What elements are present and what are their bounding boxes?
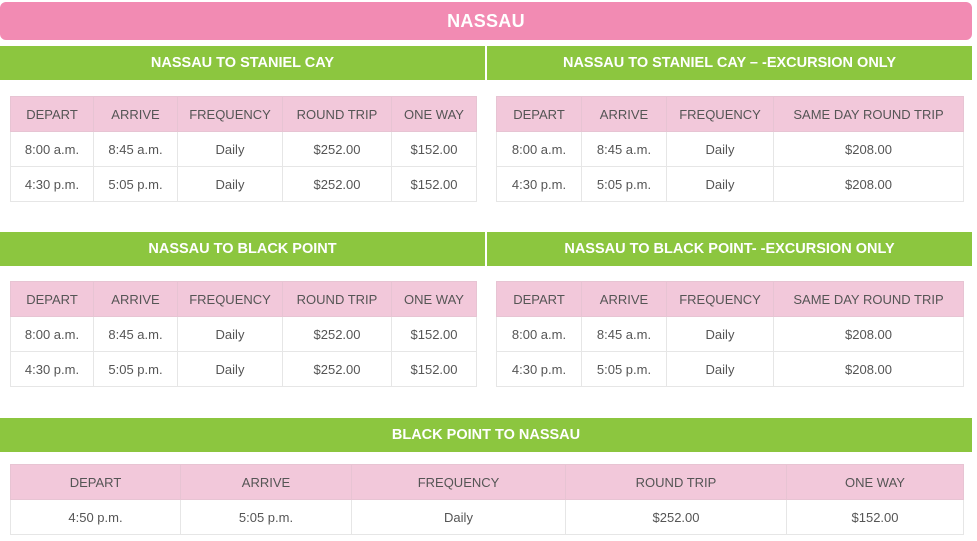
table-cell: 4:30 p.m. bbox=[11, 352, 94, 387]
table-cell: 4:30 p.m. bbox=[497, 167, 582, 202]
table-cell: 4:30 p.m. bbox=[11, 167, 94, 202]
table-header-row bbox=[497, 97, 964, 132]
table-header-row bbox=[11, 465, 964, 500]
table-cell: $208.00 bbox=[774, 167, 964, 202]
column-header: DEPART bbox=[497, 97, 582, 132]
table-row bbox=[11, 132, 477, 167]
table-cell: $152.00 bbox=[392, 167, 477, 202]
table-cell: $152.00 bbox=[392, 352, 477, 387]
table-cell: 4:30 p.m. bbox=[497, 352, 582, 387]
schedule-table-black-point-to-nassau bbox=[10, 464, 964, 535]
table-row bbox=[11, 317, 477, 352]
table-cell: $152.00 bbox=[392, 132, 477, 167]
column-header: ARRIVE bbox=[94, 97, 178, 132]
table-cell: Daily bbox=[667, 167, 774, 202]
schedule-table-nassau-to-staniel-cay-excursion bbox=[496, 96, 964, 202]
column-header: FREQUENCY bbox=[178, 97, 283, 132]
table-header-row bbox=[497, 282, 964, 317]
table-cell: $252.00 bbox=[283, 167, 392, 202]
table-cell: $252.00 bbox=[566, 500, 787, 535]
table-row bbox=[11, 352, 477, 387]
table-cell: Daily bbox=[178, 167, 283, 202]
column-header: SAME DAY ROUND TRIP bbox=[774, 97, 964, 132]
table-cell: 8:45 a.m. bbox=[582, 317, 667, 352]
column-header: ARRIVE bbox=[94, 282, 178, 317]
table-row bbox=[497, 132, 964, 167]
column-header: FREQUENCY bbox=[352, 465, 566, 500]
section-header-nassau-to-black-point-excursion: NASSAU TO BLACK POINT- -EXCURSION ONLY bbox=[487, 232, 972, 266]
table-cell: $208.00 bbox=[774, 352, 964, 387]
table-cell: Daily bbox=[667, 352, 774, 387]
column-header: ARRIVE bbox=[582, 97, 667, 132]
table-cell: Daily bbox=[178, 317, 283, 352]
table-cell: $152.00 bbox=[392, 317, 477, 352]
table-cell: 5:05 p.m. bbox=[94, 167, 178, 202]
page-title: NASSAU bbox=[0, 2, 972, 40]
table-cell: 8:45 a.m. bbox=[94, 132, 178, 167]
column-header: ARRIVE bbox=[582, 282, 667, 317]
column-header: ROUND TRIP bbox=[283, 282, 392, 317]
table-cell: $252.00 bbox=[283, 132, 392, 167]
table-row bbox=[497, 317, 964, 352]
table-cell: $152.00 bbox=[787, 500, 964, 535]
table-cell: 4:50 p.m. bbox=[11, 500, 181, 535]
column-header: DEPART bbox=[11, 465, 181, 500]
table-cell: 5:05 p.m. bbox=[94, 352, 178, 387]
section-header-nassau-to-staniel-cay: NASSAU TO STANIEL CAY bbox=[0, 46, 485, 80]
table-cell: 8:00 a.m. bbox=[11, 317, 94, 352]
table-cell: 5:05 p.m. bbox=[582, 352, 667, 387]
column-header: SAME DAY ROUND TRIP bbox=[774, 282, 964, 317]
table-row bbox=[497, 167, 964, 202]
table-row bbox=[11, 500, 964, 535]
table-cell: 8:00 a.m. bbox=[11, 132, 94, 167]
section-header-nassau-to-black-point: NASSAU TO BLACK POINT bbox=[0, 232, 485, 266]
column-header: FREQUENCY bbox=[178, 282, 283, 317]
column-header: ROUND TRIP bbox=[566, 465, 787, 500]
table-cell: $208.00 bbox=[774, 132, 964, 167]
section-header-black-point-to-nassau: BLACK POINT TO NASSAU bbox=[0, 418, 972, 452]
table-cell: 8:45 a.m. bbox=[582, 132, 667, 167]
schedule-table-nassau-to-black-point-excursion bbox=[496, 281, 964, 387]
column-header: FREQUENCY bbox=[667, 282, 774, 317]
table-row bbox=[11, 167, 477, 202]
table-cell: 5:05 p.m. bbox=[181, 500, 352, 535]
column-header: DEPART bbox=[11, 97, 94, 132]
table-cell: Daily bbox=[178, 132, 283, 167]
table-cell: 8:00 a.m. bbox=[497, 132, 582, 167]
table-cell: $252.00 bbox=[283, 352, 392, 387]
schedule-table-nassau-to-staniel-cay bbox=[10, 96, 477, 202]
table-cell: Daily bbox=[178, 352, 283, 387]
table-header-row bbox=[11, 282, 477, 317]
table-cell: 8:45 a.m. bbox=[94, 317, 178, 352]
table-header-row bbox=[11, 97, 477, 132]
table-cell: 5:05 p.m. bbox=[582, 167, 667, 202]
table-row bbox=[497, 352, 964, 387]
table-cell: Daily bbox=[667, 317, 774, 352]
column-header: ARRIVE bbox=[181, 465, 352, 500]
table-cell: 8:00 a.m. bbox=[497, 317, 582, 352]
table-cell: $208.00 bbox=[774, 317, 964, 352]
schedule-table-nassau-to-black-point bbox=[10, 281, 477, 387]
column-header: DEPART bbox=[497, 282, 582, 317]
column-header: DEPART bbox=[11, 282, 94, 317]
column-header: FREQUENCY bbox=[667, 97, 774, 132]
column-header: ONE WAY bbox=[787, 465, 964, 500]
table-cell: Daily bbox=[352, 500, 566, 535]
section-header-nassau-to-staniel-cay-excursion: NASSAU TO STANIEL CAY – -EXCURSION ONLY bbox=[487, 46, 972, 80]
column-header: ROUND TRIP bbox=[283, 97, 392, 132]
table-cell: $252.00 bbox=[283, 317, 392, 352]
column-header: ONE WAY bbox=[392, 97, 477, 132]
column-header: ONE WAY bbox=[392, 282, 477, 317]
table-cell: Daily bbox=[667, 132, 774, 167]
